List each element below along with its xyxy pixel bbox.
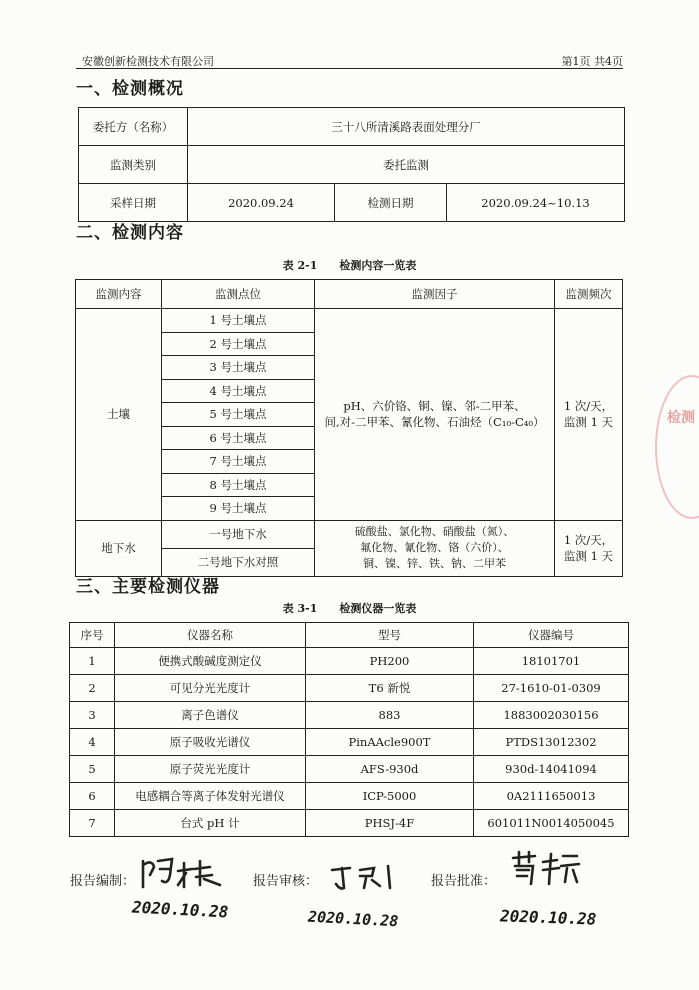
soil-point: 9 号土壤点 [162, 497, 315, 521]
cell-serial: 601011N0014050045 [474, 810, 629, 837]
soil-factors-line: 间,对-二甲苯、氰化物、石油烃（C₁₀-C₄₀） [324, 415, 545, 430]
cell-model: T6 新悦 [306, 675, 474, 702]
cell-index: 6 [70, 783, 115, 810]
sampling-date-value: 2020.09.24 [188, 184, 335, 222]
water-factors-line: 铜、镍、锌、铁、钠、二甲苯 [363, 557, 506, 570]
compile-date: 2020.10.28 [131, 897, 229, 922]
soil-point: 1 号土壤点 [162, 309, 315, 333]
cell-index: 3 [70, 702, 115, 729]
cell-index: 4 [70, 729, 115, 756]
monitoring-type-label: 监测类别 [79, 146, 188, 184]
soil-frequency-line: 1 次/天， [563, 399, 614, 414]
table2-header: 监测点位 [162, 280, 315, 309]
cell-index: 7 [70, 810, 115, 837]
cell-index: 5 [70, 756, 115, 783]
soil-factors [315, 309, 555, 521]
instrument-table [69, 622, 629, 837]
cell-instrument: 可见分光光度计 [115, 675, 306, 702]
cell-serial: 1883002030156 [474, 702, 629, 729]
overview-table [78, 107, 625, 222]
compile-signature [138, 855, 228, 891]
client-label: 委托方（名称） [79, 108, 188, 146]
soil-point: 4 号土壤点 [162, 379, 315, 403]
cell-serial: PTDS13012302 [474, 729, 629, 756]
cell-serial: 27-1610-01-0309 [474, 675, 629, 702]
water-category: 地下水 [76, 520, 162, 576]
page-header [76, 52, 623, 69]
soil-factors-line: pH、六价铬、铜、镍、邻-二甲苯、 [343, 399, 526, 414]
table2-header: 监测内容 [76, 280, 162, 309]
monitoring-type-value: 委托监测 [188, 146, 625, 184]
table3-header: 仪器名称 [115, 623, 306, 648]
water-frequency-line: 监测 1 天 [563, 549, 614, 563]
soil-point: 8 号土壤点 [162, 473, 315, 497]
soil-point: 2 号土壤点 [162, 332, 315, 356]
table-3-caption: 表 3-1 检测仪器一览表 [282, 602, 417, 615]
table3-header: 序号 [70, 623, 115, 648]
stamp-text: 检测 [667, 410, 695, 426]
cell-model: 883 [306, 702, 474, 729]
cell-instrument: 原子荧光光度计 [115, 756, 306, 783]
cell-instrument: 离子色谱仪 [115, 702, 306, 729]
sampling-date-label: 采样日期 [79, 184, 188, 222]
soil-point: 3 号土壤点 [162, 356, 315, 380]
page-number: 第1页 共4页 [561, 55, 623, 68]
table-row [70, 648, 629, 675]
table-row [70, 810, 629, 837]
water-frequency-line: 1 次/天， [563, 533, 614, 547]
table3-header: 仪器编号 [474, 623, 629, 648]
water-point: 一号地下水 [162, 520, 315, 548]
table3-header: 型号 [306, 623, 474, 648]
soil-point: 7 号土壤点 [162, 450, 315, 474]
table-row [70, 783, 629, 810]
section-3-title: 三、主要检测仪器 [76, 577, 220, 597]
soil-point: 6 号土壤点 [162, 426, 315, 450]
review-date: 2020.10.28 [307, 907, 399, 931]
soil-frequency-line: 监测 1 天 [563, 415, 614, 430]
water-point: 二号地下水对照 [162, 548, 315, 576]
water-frequency [555, 520, 623, 576]
cell-model: PHSJ-4F [306, 810, 474, 837]
cell-instrument: 电感耦合等离子体发射光谱仪 [115, 783, 306, 810]
cell-model: ICP-5000 [306, 783, 474, 810]
cell-model: PinAAcle900T [306, 729, 474, 756]
review-label: 报告审核： [253, 874, 319, 889]
cell-model: PH200 [306, 648, 474, 675]
water-factors [315, 520, 555, 576]
cell-model: AFS-930d [306, 756, 474, 783]
table-row [70, 675, 629, 702]
table-row [70, 729, 629, 756]
seal-stamp [655, 375, 699, 519]
cell-serial: 0A2111650013 [474, 783, 629, 810]
compile-label: 报告编制： [70, 874, 136, 889]
approve-date: 2020.10.28 [499, 906, 597, 929]
soil-point: 5 号土壤点 [162, 403, 315, 427]
cell-index: 1 [70, 648, 115, 675]
water-factors-line: 氟化物、氰化物、铬（六价）、 [360, 541, 509, 554]
test-date-label: 检测日期 [335, 184, 447, 222]
cell-serial: 930d-14041094 [474, 756, 629, 783]
water-factors-line: 硫酸盐、氯化物、硝酸盐（氮）、 [354, 525, 515, 538]
table2-header: 监测因子 [315, 280, 555, 309]
soil-category: 土壤 [76, 309, 162, 521]
approve-signature [505, 848, 585, 888]
approve-label: 报告批准： [431, 874, 497, 889]
monitoring-content-table [75, 279, 623, 577]
cell-serial: 18101701 [474, 648, 629, 675]
table-row [70, 702, 629, 729]
table-2-caption: 表 2-1 检测内容一览表 [282, 259, 417, 272]
cell-instrument: 便携式酸碱度测定仪 [115, 648, 306, 675]
table2-header: 监测频次 [555, 280, 623, 309]
cell-index: 2 [70, 675, 115, 702]
test-date-value: 2020.09.24~10.13 [447, 184, 625, 222]
company-name: 安徽创新检测技术有限公司 [82, 55, 214, 68]
review-signature [328, 862, 408, 892]
table-row [70, 756, 629, 783]
client-value: 三十八所清溪路表面处理分厂 [188, 108, 625, 146]
section-1-title: 一、检测概况 [76, 79, 184, 99]
section-2-title: 二、检测内容 [76, 223, 184, 243]
soil-frequency [555, 309, 623, 521]
cell-instrument: 台式 pH 计 [115, 810, 306, 837]
cell-instrument: 原子吸收光谱仪 [115, 729, 306, 756]
